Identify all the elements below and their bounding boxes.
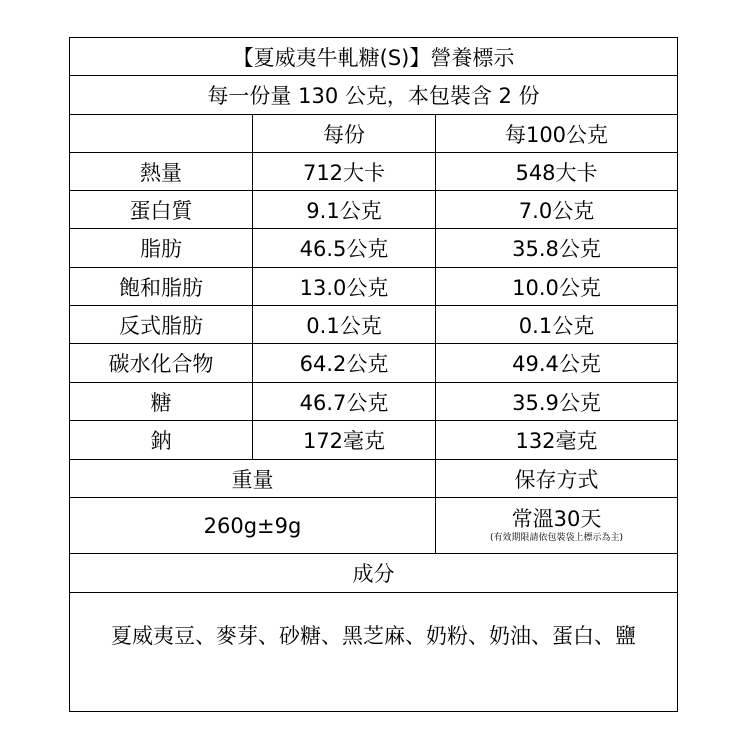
column-header-row	[70, 115, 677, 153]
weight-label: 重量	[70, 460, 436, 497]
nutrient-row	[70, 421, 677, 460]
nutrient-per-serving: 64.2公克	[253, 344, 436, 382]
nutrient-name: 飽和脂肪	[70, 268, 253, 305]
nutrition-label	[69, 37, 678, 712]
nutrient-per-serving: 172毫克	[253, 421, 436, 459]
nutrient-name: 熱量	[70, 153, 253, 190]
nutrient-per-100g: 548大卡	[515, 160, 598, 185]
nutrient-row	[70, 344, 677, 383]
nutrient-row	[70, 153, 677, 191]
nutrient-name: 糖	[70, 383, 253, 420]
label-title: 【夏威夷牛軋糖(S)】營養標示	[232, 45, 515, 70]
nutrient-per-100g: 132毫克	[515, 429, 598, 453]
nutrient-name: 脂肪	[70, 229, 253, 267]
nutrient-row	[70, 306, 677, 344]
title-row	[70, 38, 677, 76]
ingredients-label: 成分	[352, 562, 395, 586]
serving-info: 每一份量 130 公克，本包裝含 2 份	[207, 84, 540, 108]
weight-storage-header-row	[70, 460, 677, 498]
storage-label: 保存方式	[514, 467, 599, 492]
nutrient-per-serving: 712大卡	[253, 153, 436, 190]
nutrient-name: 鈉	[70, 421, 253, 459]
ingredients-text: 夏威夷豆、麥芽、砂糖、黑芝麻、奶粉、奶油、蛋白、鹽	[111, 624, 636, 648]
weight-value: 260g±9g	[70, 498, 436, 553]
nutrient-per-100g: 0.1公克	[518, 313, 595, 338]
nutrient-per-100g: 35.9公克	[512, 390, 601, 415]
ingredients-header-row	[70, 554, 677, 593]
nutrient-row	[70, 383, 677, 421]
nutrient-per-100g: 7.0公克	[518, 198, 595, 223]
nutrient-per-serving: 13.0公克	[253, 268, 436, 305]
ingredients-row	[70, 593, 677, 711]
nutrient-name: 蛋白質	[70, 191, 253, 228]
nutrient-name: 碳水化合物	[70, 344, 253, 382]
nutrient-row	[70, 268, 677, 306]
storage-note: (有效期限請依包裝袋上標示為主)	[489, 532, 624, 543]
nutrient-per-100g: 35.8公克	[512, 237, 601, 261]
nutrient-per-serving: 9.1公克	[253, 191, 436, 228]
nutrient-name: 反式脂肪	[70, 306, 253, 343]
nutrient-per-serving: 0.1公克	[253, 306, 436, 343]
header-per-100g: 每100公克	[504, 122, 609, 147]
nutrient-row	[70, 191, 677, 229]
nutrient-row	[70, 229, 677, 268]
storage-value: 常溫30天	[511, 506, 602, 531]
nutrient-per-100g: 10.0公克	[512, 275, 601, 300]
storage-value-cell	[436, 498, 677, 553]
header-per-serving: 每份	[253, 115, 436, 152]
serving-row	[70, 76, 677, 115]
nutrient-per-serving: 46.5公克	[253, 229, 436, 267]
header-blank	[70, 115, 253, 152]
nutrient-per-serving: 46.7公克	[253, 383, 436, 420]
nutrient-per-100g: 49.4公克	[512, 352, 601, 376]
weight-storage-value-row	[70, 498, 677, 554]
